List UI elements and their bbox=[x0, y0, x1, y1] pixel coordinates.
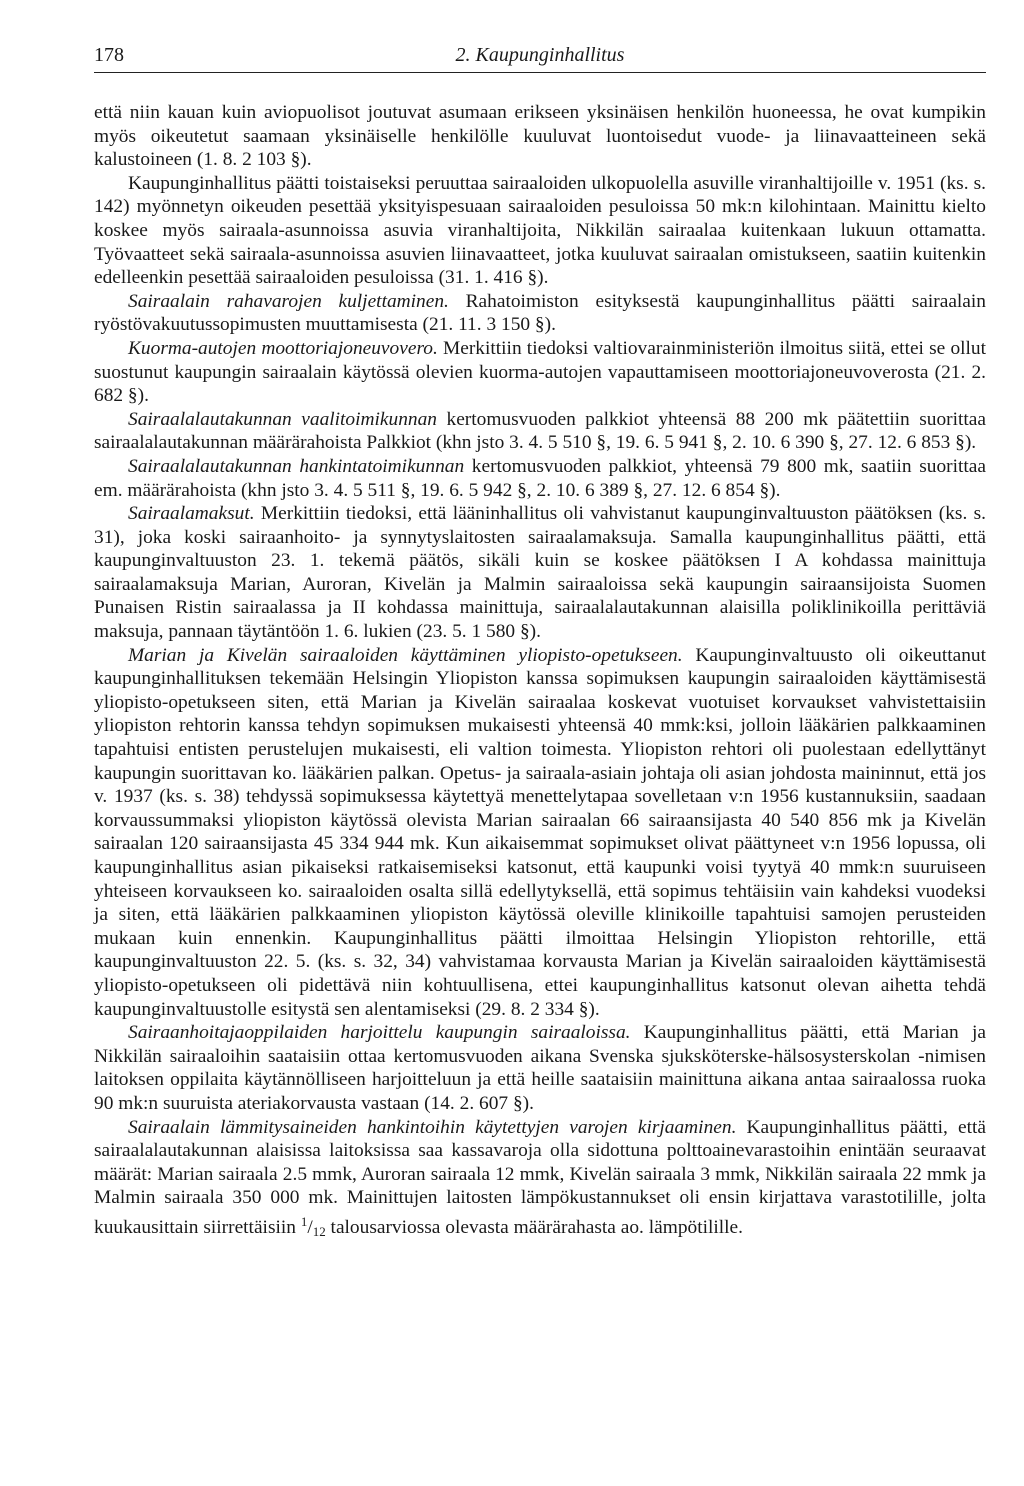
paragraph-text: että niin kauan kuin aviopuolisot joutuvat asumaan erikseen yksinäisen henkilön huoneessa, he ovat kumpikin myös oikeutetut saamaan yksinäiselle henkilölle kuuluvat luontoisedut vuode- ja liinavaatteineen sekä kalustoineen (1. 8. 2 103 §). bbox=[94, 102, 986, 171]
paragraph bbox=[94, 408, 986, 455]
section-heading: Sairaanhoitajaoppilaiden harjoittelu kaupungin sairaaloissa. bbox=[128, 1022, 631, 1044]
paragraph bbox=[94, 101, 986, 172]
paragraph-text: Merkittiin tiedoksi, että lääninhallitus oli vahvistanut kaupunginvaltuuston päätöksen (ks. s. 31), joka koski sairaanhoito- ja synnytyslaitosten sairaalamaksuja. Samalla kaupunginhallitus päätti, että kaupunginvaltuuston 23. 1. tekemä päätös, sikäli kuin se koskee päätöksen I A kohdassa mainittuja sairaalamaksuja Marian, Auroran, Kivelän ja Malmin sairaaloissa sekä kaupungin sairaansijoista Suomen Punaisen Ristin sairaalassa ja II kohdassa mainittuja, sairaalalautakunnan alaisilla poliklinikoilla perittäviä maksuja, pannaan täytäntöön 1. 6. lukien (23. 5. 1 580 §). bbox=[94, 503, 986, 643]
section-heading: Sairaalalautakunnan vaalitoimikunnan bbox=[128, 408, 437, 430]
paragraph-text: Kaupunginhallitus päätti, että sairaalalautakunnan alaisissa laitoksissa saa kassavaroja olla sidottuna polttoainevarastoihin enintään seuraavat määrät: Marian sairaala 2.5 mmk, Auroran sairaala 12 mmk, Kivelän sairaala 3 mmk, Nikkilän sairaala 22 mmk ja Malmin sairaala 350 000 mk. Mainittujen laitosten lämpökustannukset oli ensin kirjattava varastotilille, jolta kuukausittain siirrettäisiin bbox=[94, 1116, 986, 1238]
paragraph-text: kertomusvuoden palkkiot yhteensä 88 200 mk päätettiin suorittaa sairaalalautakunnan määrärahoista Palkkiot (khn jsto 3. 4. 5 510 §, 19. 6. 5 941 §, 2. 10. 6 390 §, 27. 12. 6 853 §). bbox=[94, 408, 986, 454]
section-heading: Sairaalain lämmitysaineiden hankintoihin käytettyjen varojen kirjaaminen. bbox=[128, 1116, 737, 1138]
paragraph bbox=[94, 502, 986, 644]
paragraph-text: Merkittiin tiedoksi valtiovarainministeriön ilmoitus siitä, ettei se ollut suostunut kaupungin sairaalain käytössä olevien kuorma-autojen vapauttamiseen moottoriajoneuvoverosta (21. 2. 682 §). bbox=[94, 337, 986, 407]
paragraph bbox=[94, 290, 986, 337]
running-header bbox=[94, 38, 986, 73]
section-heading: Marian ja Kivelän sairaaloiden käyttäminen yliopisto-opetukseen. bbox=[128, 644, 683, 666]
paragraph bbox=[94, 337, 986, 408]
document-page bbox=[94, 38, 986, 1244]
paragraph: Sairaalain lämmitysaineiden hankintoihin käytettyjen varojen kirjaaminen. Kaupunginhallitus päätti, että sairaalalautakunnan alaisissa laitoksissa saa kassavaroja olla sidottuna polttoainevarastoihin enintään seuraavat määrät: Marian sairaala 2.5 mmk, Auroran sairaala 12 mmk, Kivelän sairaala 3 mmk, Nikkilän sairaala 22 mmk ja Malmin sairaala 350 000 mk. Mainittujen laitosten lämpökustannukset oli ensin kirjattava varastotilille, jolta kuukausittain siirrettäisiin $^1$/12 talousarviossa olevasta määrärahasta ao. lämpötilille. bbox=[94, 1116, 986, 1239]
paragraph bbox=[94, 455, 986, 502]
section-heading: Sairaalalautakunnan hankintatoimikunnan bbox=[128, 455, 465, 477]
paragraph-text: kertomusvuoden palkkiot, yhteensä 79 800 mk, saatiin suorittaa em. määrärahoista (khn jsto 3. 4. 5 511 §, 19. 6. 5 942 §, 2. 10. 6 389 §, 27. 12. 6 854 §). bbox=[94, 455, 986, 501]
section-heading: Kuorma-autojen moottoriajoneuvovero. bbox=[128, 337, 438, 359]
paragraph-text: Rahatoimiston esityksestä kaupunginhallitus päätti sairaalain ryöstövakuutussopimusten muuttamisesta (21. 11. 3 150 §). bbox=[94, 290, 986, 336]
paragraph bbox=[94, 644, 986, 1022]
body-text bbox=[94, 101, 986, 1244]
section-heading: Sairaalamaksut. bbox=[128, 503, 255, 525]
section-heading: Sairaalain rahavarojen kuljettaminen. bbox=[128, 290, 449, 312]
paragraph-text: Kaupunginvaltuusto oli oikeuttanut kaupunginhallituksen tekemään Helsingin Yliopiston kanssa sopimuksen kaupungin sairaaloiden käyttämisestä yliopisto-opetukseen siten, että Marian ja Kivelän sairaalaa koskevat vuotuiset korvaukset vahvistettaisiin yliopiston rehtorin kanssa tehdyn sopimuksen mukaisesti yhteensä 40 mmk:ksi, jolloin lääkärien palkkaaminen tapahtuisi entisten perustelujen mukaisesti, eli valtion toimesta. Yliopiston rehtori oli puolestaan edellyttänyt kaupungin suorittavan ko. lääkärien palkan. Opetus- ja sairaala-asiain johtaja oli asian johdosta maininnut, että jos v. 1937 (ks. s. 38) tehdyssä sopimuksessa käytettyä menettelytapaa sovelletaan v:n 1956 kustannuksiin, saadaan korvaussummaksi yliopiston käytössä olevista Marian sairaalan 66 sairaansijasta 40 540 856 mk ja Kivelän sairaalan 120 sairaansijasta 45 334 944 mk. Kun aikaisemmat sopimukset olivat päättyneet v:n 1956 lopussa, oli kaupunginhallitus asian pikaiseksi ratkaisemiseksi katsonut, että kaupunki voisi tyytyä 40 mmk:n suuruiseen yhteiseen korvaukseen ko. sairaaloiden osalta sillä edellytyksellä, että sopimus tehtäisiin vain kahdeksi vuodeksi ja siten, että lääkärien palkkaaminen yliopiston käytössä oleville klinikoille tapahtuisi samojen perusteiden mukaan kuin ennenkin. Kaupunginhallitus päätti ilmoittaa Helsingin Yliopiston rehtorille, että kaupunginvaltuuston 22. 5. (ks. s. 32, 34) vahvistamaa korvausta Marian ja Kivelän sairaaloiden käyttämisestä yliopisto-opetukseen oli pidettävä niin kohtuullisena, ettei kaupunginhallitus katsonut olevan aihetta tehdä kaupunginvaltuustolle esitystä sen alentamiseksi (29. 8. 2 334 §). bbox=[94, 644, 986, 1020]
paragraph-text: Kaupunginhallitus päätti toistaiseksi peruuttaa sairaaloiden ulkopuolella asuville viranhaltijoille v. 1951 (ks. s. 142) myönnetyn oikeuden pesettää yksityispesuaan sairaaloiden pesuloissa 50 mk:n kilohintaan. Mainittu kielto koskee myös sairaala-asunnoissa asuvia viranhaltijoita, Nikkilän sairaalaa kuitenkaan lukuun ottamatta. Työvaatteet sekä sairaala-asunnoissa asuvien liinavaatteet, jotka kuuluvat sairaalan omistukseen, saatiin kuitenkin edelleenkin pesettää sairaaloiden pesuloissa (31. 1. 416 §). bbox=[94, 172, 986, 289]
paragraph bbox=[94, 1021, 986, 1115]
fraction-denominator: 12 bbox=[312, 1223, 326, 1239]
running-title: 2. Kaupunginhallitus bbox=[455, 44, 625, 66]
page-number: 178 bbox=[94, 44, 124, 66]
paragraph bbox=[94, 172, 986, 290]
fraction-numerator: 1 bbox=[300, 1213, 308, 1229]
paragraph-text: talousarviossa olevasta määrärahasta ao. lämpötilille. bbox=[325, 1216, 743, 1238]
paragraph-text: Kaupunginhallitus päätti, että Marian ja Nikkilän sairaaloihin saataisiin ottaa kertomusvuoden aikana Svenska sjuksköterske-hälsosysterskolan -nimisen laitoksen oppilaita käytännölliseen harjoitteluun ja että heille saataisiin mainittuna aikana antaa sairaalossa ruoka 90 mk:n suuruista ateriakorvausta vastaan (14. 2. 607 §). bbox=[94, 1022, 986, 1114]
